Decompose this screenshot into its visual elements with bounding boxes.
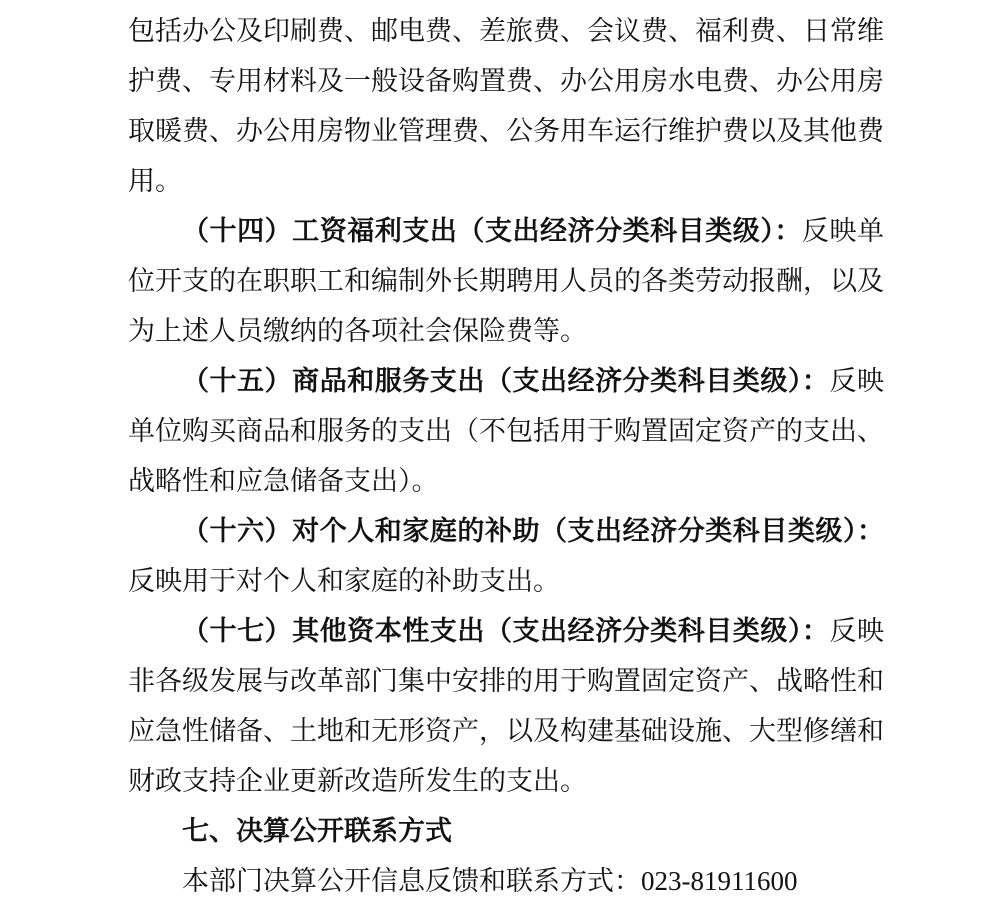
paragraph-text: 包括办公及印刷费、邮电费、差旅费、会议费、福利费、日常维护费、专用材料及一般设备购置费、办公用房水电费、办公用房取暖费、办公用房物业管理费、公务用车运行维护费以及其他费用。 [128, 16, 884, 196]
paragraph [128, 856, 884, 906]
paragraph-text: 反映单位购买商品和服务的支出（不包括用于购置固定资产的支出、战略性和应急储备支出）。 [128, 366, 885, 496]
paragraph-text: 反映非各级发展与改革部门集中安排的用于购置固定资产、战略性和应急性储备、土地和无形资产，以及构建基础设施、大型修缮和财政支持企业更新改造所发生的支出。 [128, 616, 885, 796]
paragraph [128, 606, 884, 806]
paragraph-lead: （十六）对个人和家庭的补助（支出经济分类科目类级）： [182, 516, 884, 546]
paragraph-lead: （十五）商品和服务支出（支出经济分类科目类级）： [182, 366, 830, 396]
paragraph-text: 反映用于对个人和家庭的补助支出。 [128, 566, 560, 596]
section-heading [128, 806, 884, 856]
paragraph-text: 反映单位开支的在职职工和编制外长期聘用人员的各类劳动报酬，以及为上述人员缴纳的各项社会保险费等。 [128, 216, 885, 346]
paragraph-text: 本部门决算公开信息反馈和联系方式：023-81911600 [182, 866, 798, 896]
paragraph [128, 506, 884, 606]
paragraph [128, 206, 884, 356]
paragraph [128, 6, 884, 206]
paragraph [128, 356, 884, 506]
section-heading-label: 七、决算公开联系方式 [182, 816, 452, 846]
paragraph-lead: （十四）工资福利支出（支出经济分类科目类级）： [182, 216, 802, 246]
paragraph-lead: （十七）其他资本性支出（支出经济分类科目类级）： [182, 616, 830, 646]
document-content [128, 6, 884, 906]
